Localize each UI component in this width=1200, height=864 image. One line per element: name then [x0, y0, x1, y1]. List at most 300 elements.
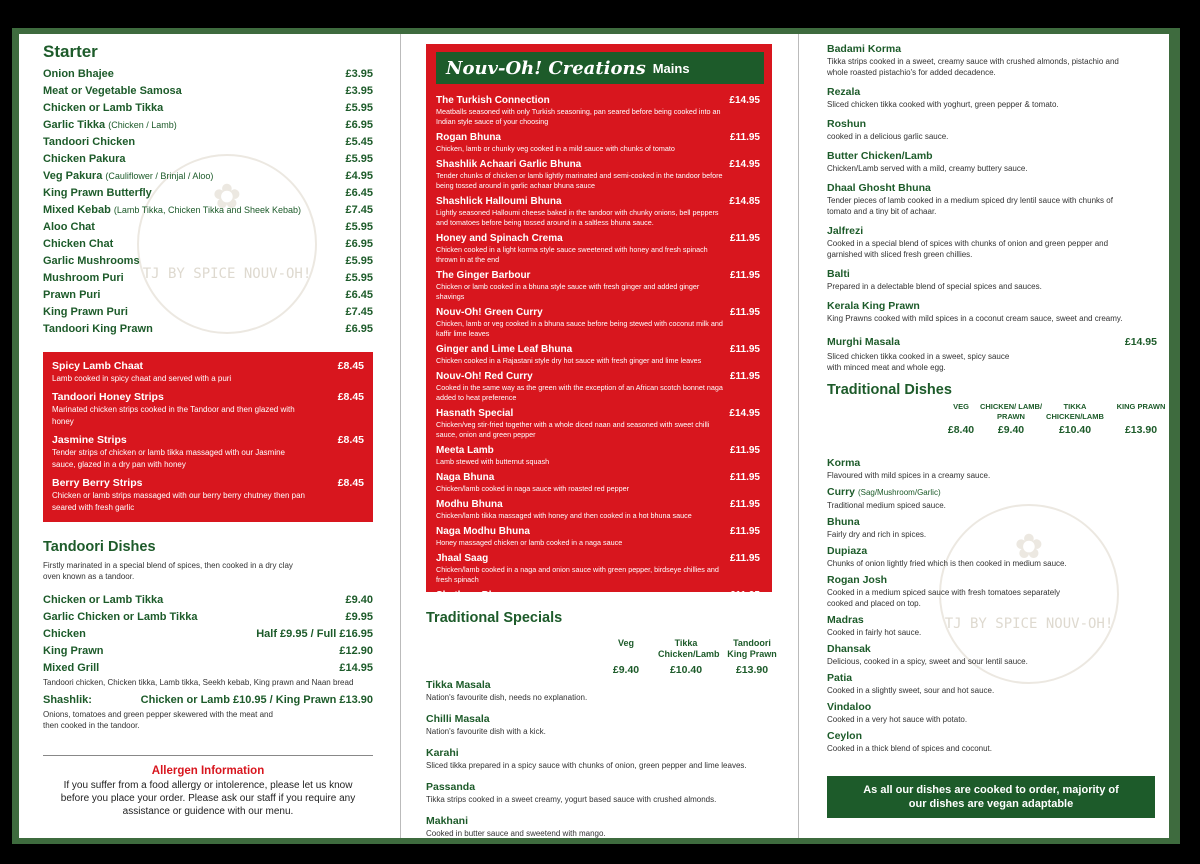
special-item [52, 477, 364, 514]
starter-item [43, 117, 373, 134]
creation-item [436, 589, 760, 612]
trad-specials-item-name: Chilli Masala [426, 713, 490, 725]
starter-item [43, 236, 373, 253]
special-item [52, 360, 364, 385]
special-item-row [52, 391, 364, 404]
starter-item-name-wrap [43, 287, 100, 304]
trad-dishes-item [827, 642, 1157, 667]
mixed-grill-desc: Tandoori chicken, Chicken tikka, Lamb tikka, Seekh kebab, King prawn and Naan bread [43, 678, 354, 687]
creation-item-name: The Turkish Connection [436, 95, 550, 106]
dish-item [827, 181, 1157, 217]
starter-item-name: Onion Bhajee [43, 68, 114, 80]
trad-specials-item-desc: Cooked in butter sauce and sweetend with mango. [426, 829, 606, 838]
starter-item [43, 304, 373, 321]
creation-item-name: Nouv-Oh! Green Curry [436, 307, 543, 318]
trad-dishes-col-label: TIKKA CHICKEN/LAMB [1046, 402, 1104, 421]
trad-dishes-item [827, 573, 1157, 609]
murghi-price: £14.95 [1124, 336, 1157, 348]
starter-item-name: Meat or Vegetable Samosa [43, 85, 182, 97]
dish-item [827, 85, 1157, 110]
starter-item [43, 321, 373, 338]
creation-item [436, 195, 760, 228]
starter-item-note: (Cauliflower / Brinjal / Aloo) [105, 171, 214, 181]
trad-dishes-item-desc: Flavoured with mild spices in a creamy sauce. [827, 471, 991, 480]
shashlik-row [43, 692, 373, 709]
trad-dishes-item [827, 515, 1157, 540]
tandoori-item [43, 626, 373, 643]
trad-specials-heading: Traditional Specials [426, 610, 563, 626]
creation-item [436, 525, 760, 548]
allergen-title: Allergen Information [151, 765, 265, 777]
dish-item-desc: Chicken/Lamb served with a mild, creamy buttery sauce. [827, 164, 1028, 173]
creations-box [426, 44, 772, 611]
starter-item-name: King Prawn Puri [43, 306, 128, 318]
trad-specials-col-label: Tikka Chicken/Lamb [658, 638, 720, 659]
dish-item-name: Kerala King Prawn [827, 300, 920, 312]
trad-dishes-item-name-wrap [827, 613, 1157, 627]
tandoori-intro: Firstly marinated in a special blend of spices, then cooked in a dry clay oven known as a tandoor. [43, 561, 293, 581]
trad-specials-item [426, 746, 772, 771]
creation-item-row [436, 306, 760, 319]
tandoori-item-price: £9.40 [345, 594, 373, 606]
creation-item-row [436, 131, 760, 144]
trad-dishes-item-desc: Chunks of onion lightly fried which is then cooked in medium sauce. [827, 559, 1067, 568]
murghi-block [827, 334, 1157, 373]
starter-item-price: £6.45 [345, 187, 373, 199]
special-item-row [52, 434, 364, 447]
starter-item-name: Tandoori King Prawn [43, 323, 153, 335]
trad-dishes-item-desc: Cooked in a medium spiced sauce with fresh tomatoes separately cooked and placed on top. [827, 588, 1061, 608]
creation-item-desc: Chicken cooked in a light korma style sauce sweetened with honey and fresh spinach thrown in at the end [436, 245, 708, 264]
creation-item-price: £11.95 [729, 499, 760, 510]
creation-item-row [436, 370, 760, 383]
creation-item [436, 498, 760, 521]
tandoori-item-price: Half £9.95 / Full £16.95 [256, 628, 373, 640]
starter-item-name: Garlic Tikka [43, 119, 106, 131]
trad-dishes-item [827, 671, 1157, 696]
starter-item-price: £6.95 [345, 119, 373, 131]
starter-item [43, 287, 373, 304]
tandoori-item [43, 592, 373, 609]
starter-item [43, 100, 373, 117]
starter-item [43, 202, 373, 219]
special-item-name: Spicy Lamb Chaat [52, 360, 144, 372]
creation-item-desc: Chicken, lamb or veg cooked in a bhuna sauce before being stewed with coconut milk and kaffir lime leaves [436, 319, 723, 338]
trad-dishes-item [827, 700, 1157, 725]
trad-dishes-item-name-wrap [827, 544, 1157, 558]
creation-item-price: £14.85 [729, 196, 760, 207]
dish-item-desc: cooked in a delicious garlic sauce. [827, 132, 949, 141]
trad-dishes-col-price: £10.40 [1058, 424, 1092, 436]
dish-item [827, 299, 1157, 324]
creation-item-price: £14.95 [729, 159, 760, 170]
column-left [43, 34, 373, 817]
tandoori-item [43, 643, 373, 660]
starter-item-name-wrap [43, 236, 113, 253]
allergen-section [43, 765, 373, 818]
creation-item-row [436, 589, 760, 602]
starter-item-name: Mixed Kebab [43, 204, 111, 216]
trad-specials-col-price: £13.90 [735, 664, 769, 676]
trad-dishes-item-desc: Cooked in a slightly sweet, sour and hot sauce. [827, 686, 995, 695]
dish-item [827, 224, 1157, 260]
creation-item-row [436, 552, 760, 565]
trad-dishes-item-desc: Fairly dry and rich in spices. [827, 530, 927, 539]
starter-item-price: £5.95 [345, 102, 373, 114]
creation-item-desc: Honey massaged chicken or lamb cooked in a naga sauce [436, 538, 623, 547]
tandoori-heading: Tandoori Dishes [43, 539, 156, 555]
shashlik-price: Chicken or Lamb £10.95 / King Prawn £13.90 [140, 694, 373, 706]
creation-item-desc: Chicken/lamb cooked in a naga and onion sauce with green pepper, birdseye chillies and fresh spinach [436, 565, 719, 584]
starter-heading: Starter [43, 42, 98, 61]
trad-dishes-item [827, 456, 1157, 481]
trad-specials-section [426, 610, 777, 848]
creation-item-name: Rogan Bhuna [436, 132, 501, 143]
starter-item-name-wrap [43, 270, 124, 287]
menu-page [19, 34, 1169, 838]
starter-item-price: £4.95 [345, 170, 373, 182]
starter-item-price: £7.45 [345, 204, 373, 216]
trad-specials-col-label: Veg [617, 638, 634, 648]
trad-dishes-col-label: KING PRAWN [1116, 402, 1166, 411]
starter-item [43, 134, 373, 151]
starter-item-name-wrap [43, 304, 128, 321]
trad-dishes-heading: Traditional Dishes [827, 382, 952, 398]
tandoori-item-price: £14.95 [339, 662, 373, 674]
creation-item-row [436, 407, 760, 420]
dish-item-name: Roshun [827, 118, 867, 130]
special-item-price: £8.45 [337, 477, 364, 489]
starter-item-price: £3.95 [345, 85, 373, 97]
starter-item [43, 185, 373, 202]
creation-item-price: £11.95 [729, 233, 760, 244]
dish-item-desc: Sliced chicken tikka cooked with yoghurt, green pepper & tomato. [827, 100, 1059, 109]
trad-dishes-col-price: £13.90 [1124, 424, 1158, 436]
special-item-price: £8.45 [337, 434, 364, 446]
trad-specials-item [426, 780, 772, 805]
tandoori-item-price: £9.95 [345, 611, 373, 623]
tandoori-item-price: £12.90 [339, 645, 373, 657]
trad-dishes-item-desc: Cooked in a thick blend of spices and coconut. [827, 744, 992, 753]
creation-item-price: £11.95 [729, 132, 760, 143]
creation-item-price: £11.95 [729, 590, 760, 601]
trad-dishes-item-name: Bhuna [827, 516, 860, 528]
trad-specials-item-desc: Sliced tikka prepared in a spicy sauce with chunks of onion, green pepper and lime leaves. [426, 761, 747, 770]
dish-item [827, 117, 1157, 142]
starter-item [43, 219, 373, 236]
creation-item-name: Hasnath Special [436, 408, 514, 419]
creation-item-name: Jhaal Saag [436, 553, 489, 564]
creation-item-desc: Meatballs seasoned with only Turkish seasoning, pan seared before being cooked into an Indian style sauce of your choosing [436, 107, 721, 126]
trad-specials-col-price: £10.40 [669, 664, 703, 676]
creation-item-row [436, 343, 760, 356]
trad-specials-item [426, 712, 772, 737]
tandoori-item-name: Mixed Grill [43, 662, 100, 674]
watermark-logo-right: ✿ TJ BY SPICE NOUV-OH! [939, 504, 1119, 684]
trad-dishes-col [979, 402, 1043, 436]
creation-item-price: £11.95 [729, 526, 760, 537]
creation-item [436, 343, 760, 366]
starter-item-price: £6.95 [345, 238, 373, 250]
vegan-note: As all our dishes are cooked to order, majority of our dishes are vegan adaptable [863, 784, 1119, 810]
starter-item-name-wrap [43, 117, 177, 134]
creation-item [436, 158, 760, 191]
trad-dishes-item-name: Korma [827, 457, 861, 469]
starter-item [43, 66, 373, 83]
trad-specials-col [598, 638, 654, 676]
creation-item-desc: Chicken/lamb cooked in naga sauce with roasted red pepper [436, 484, 629, 493]
trad-dishes-item-name-wrap [827, 515, 1157, 529]
watermark-logo-left: ✿ TJ BY SPICE NOUV-OH! [137, 154, 317, 334]
trad-specials-item-name: Tikka Masala [426, 679, 491, 691]
trad-dishes-item-name: Rogan Josh [827, 574, 888, 586]
special-item-desc: Lamb cooked in spicy chaat and served with a puri [52, 374, 232, 383]
trad-dishes-col [1109, 402, 1173, 436]
starter-item-name-wrap [43, 168, 213, 185]
creation-item-desc: Lamb stewed with butternut squash [436, 457, 550, 466]
starter-item-name-wrap [43, 151, 126, 168]
creation-item-name: Shashlik Achaari Garlic Bhuna [436, 159, 582, 170]
trad-dishes-item-name-wrap [827, 573, 1157, 587]
creation-item-desc: Chicken/lamb tikka massaged with honey and then cooked in a hot bhuna sauce [436, 511, 692, 520]
trad-dishes-item-desc: Traditional medium spiced sauce. [827, 501, 946, 510]
special-item-row [52, 360, 364, 373]
starter-item [43, 270, 373, 287]
tandoori-item-name: King Prawn [43, 645, 104, 657]
creations-subtitle: Mains [652, 60, 690, 76]
creation-item-desc: Chicken/Lamb, traditional north Bangladeshi dish cooked with a regional citrus fruit [436, 602, 699, 611]
trad-specials-col [658, 638, 720, 676]
dish-item-name: Jalfrezi [827, 225, 864, 237]
creation-item-name: Nouv-Oh! Red Curry [436, 371, 533, 382]
starter-item-price: £5.95 [345, 153, 373, 165]
trad-dishes-item-desc: Cooked in a very hot sauce with potato. [827, 715, 968, 724]
creation-item-price: £11.95 [729, 307, 760, 318]
trad-dishes-item-name-wrap [827, 456, 1157, 470]
murghi-row [827, 334, 1157, 351]
special-item [52, 434, 364, 471]
trad-dishes-col-price: £9.40 [997, 424, 1025, 436]
creation-item [436, 552, 760, 585]
special-item-name: Berry Berry Strips [52, 477, 143, 489]
trad-dishes-col [1043, 402, 1107, 436]
dish-item-name: Rezala [827, 86, 861, 98]
tandoori-section [43, 539, 373, 731]
starter-item-price: £6.95 [345, 323, 373, 335]
trad-specials-item [426, 678, 772, 703]
trad-specials-col-label: Tandoori King Prawn [727, 638, 777, 659]
creation-item-desc: Chicken/veg stir-fried together with a whole diced naan and seasoned with sweet chilli sauce, onion and green pepper [436, 420, 710, 439]
starter-item-name: Veg Pakura [43, 170, 103, 182]
special-item-desc: Tender strips of chicken or lamb tikka massaged with our Jasmine sauce, glazed in a dry pan with honey [52, 448, 285, 469]
creation-item-price: £14.95 [729, 95, 760, 106]
starter-item-name: Chicken Chat [43, 238, 114, 250]
tandoori-item-name: Chicken [43, 628, 86, 640]
starter-item [43, 168, 373, 185]
starter-item-price: £5.95 [345, 272, 373, 284]
creation-item-row [436, 158, 760, 171]
special-item-name: Jasmine Strips [52, 434, 127, 446]
column-divider-left [400, 34, 401, 838]
trad-specials-col-price: £9.40 [612, 664, 640, 676]
starter-item-name: Garlic Mushrooms [43, 255, 140, 267]
trad-dishes-item [827, 613, 1157, 638]
creations-title: Nouv-Oh! Creations [446, 57, 646, 79]
dish-item [827, 42, 1157, 78]
trad-dishes-col-label: CHICKEN/ LAMB/ PRAWN [979, 402, 1043, 421]
creation-item [436, 306, 760, 339]
dish-item-name: Dhaal Ghosht Bhuna [827, 182, 931, 194]
creation-item [436, 444, 760, 467]
creation-item-name: Shashlick Halloumi Bhuna [436, 196, 562, 207]
creation-item-desc: Tender chunks of chicken or lamb lightly marinated and semi-cooked in the tandoor before being tossed around in garlic achaar bhuna sauce [436, 171, 723, 190]
creation-item [436, 471, 760, 494]
trad-dishes-item [827, 544, 1157, 569]
starter-item-note: (Chicken / Lamb) [108, 120, 177, 130]
starter-item-name: Prawn Puri [43, 289, 101, 301]
starter-item-price: £7.45 [345, 306, 373, 318]
creation-item-desc: Chicken, lamb or chunky veg cooked in a mild sauce with chunks of tomato [436, 144, 675, 153]
trad-specials-item-desc: Nation's favourite dish, needs no explanation. [426, 693, 588, 702]
starter-item-name-wrap [43, 100, 163, 117]
dish-item-desc: Cooked in a special blend of spices with chunks of onion and green pepper and garnished with sliced fresh green chillies. [827, 239, 1109, 259]
starter-item-name-wrap [43, 253, 140, 270]
starter-item-price: £6.45 [345, 289, 373, 301]
trad-specials-item-name: Makhani [426, 815, 469, 827]
vegan-note-box [827, 776, 1155, 818]
tandoori-item [43, 660, 373, 677]
starter-item-name-wrap [43, 321, 153, 338]
trad-specials-item-desc: Nation's favourite dish with a kick. [426, 727, 546, 736]
special-item [52, 391, 364, 428]
trad-dishes-item-name: Patia [827, 672, 853, 684]
starter-item-name-wrap [43, 83, 182, 100]
shashlik-name: Shashlik: [43, 694, 92, 706]
starter-item-name: Chicken Pakura [43, 153, 126, 165]
dish-item-desc: King Prawns cooked with mild spices in a coconut cream sauce, sweet and creamy. [827, 314, 1123, 323]
trad-dishes-item-name-wrap [827, 700, 1157, 714]
column-divider-right [798, 34, 799, 838]
creation-item-name: Shatkora Bhuna [436, 590, 513, 601]
trad-specials-item-name: Karahi [426, 747, 459, 759]
specials-box [43, 352, 373, 522]
creation-item [436, 131, 760, 154]
trad-dishes-item-desc: Cooked in fairly hot sauce. [827, 628, 922, 637]
creation-item-row [436, 232, 760, 245]
creation-item [436, 407, 760, 440]
starter-item-name-wrap [43, 202, 301, 219]
trad-dishes-section [827, 382, 1166, 758]
tandoori-item-name: Chicken or Lamb Tikka [43, 594, 164, 606]
creation-item-price: £11.95 [729, 445, 760, 456]
creation-item-name: Meeta Lamb [436, 445, 494, 456]
creation-item-row [436, 94, 760, 107]
starter-item [43, 83, 373, 100]
trad-specials-item-name: Passanda [426, 781, 476, 793]
creation-item-row [436, 269, 760, 282]
creation-item-desc: Cooked in the same way as the green with the exception of an African scotch bonnet naga added to heat preference [436, 383, 723, 402]
creation-item-price: £11.95 [729, 270, 760, 281]
starter-item-name: Aloo Chat [43, 221, 95, 233]
creation-item-name: The Ginger Barbour [436, 270, 531, 281]
trad-dishes-item-note: (Sag/Mushroom/Garlic) [857, 488, 941, 497]
trad-dishes-item-name: Dupiaza [827, 545, 868, 557]
tandoori-item [43, 609, 373, 626]
creation-item [436, 94, 760, 127]
starter-item-name-wrap [43, 185, 152, 202]
creation-item-price: £11.95 [729, 553, 760, 564]
creation-item-price: £11.95 [729, 344, 760, 355]
special-item-price: £8.45 [337, 360, 364, 372]
creation-item-desc: Chicken or lamb cooked in a bhuna style sauce with fresh ginger and added ginger shavings [436, 282, 700, 301]
dish-item-desc: Tender pieces of lamb cooked in a medium spiced dry lentil sauce with chunks of tomato and a tiny bit of achaar. [827, 196, 1113, 216]
creations-banner [436, 52, 764, 84]
creation-item [436, 232, 760, 265]
creation-item-row [436, 444, 760, 457]
starter-item-name-wrap [43, 134, 135, 151]
creation-item-price: £11.95 [729, 472, 760, 483]
starter-item-name: King Prawn Butterfly [43, 187, 152, 199]
murghi-desc: Sliced chicken tikka cooked in a sweet, spicy sauce with minced meat and whole egg. [827, 352, 1010, 372]
starter-item [43, 253, 373, 270]
starter-list [43, 66, 373, 338]
dish-item-name: Badami Korma [827, 43, 902, 55]
special-item-name: Tandoori Honey Strips [52, 391, 164, 403]
allergen-divider [43, 755, 373, 756]
creation-item-row [436, 195, 760, 208]
trad-dishes-item-name: Curry [827, 486, 856, 498]
trad-dishes-item-name-wrap [827, 642, 1157, 656]
trad-dishes-item-name-wrap [827, 485, 1157, 500]
dish-item [827, 149, 1157, 174]
trad-dishes-col-price: £8.40 [947, 424, 975, 436]
trad-specials-item [426, 814, 772, 839]
creation-item-desc: Chicken cooked in a Rajastani style dry hot sauce with fresh ginger and lime leaves [436, 356, 702, 365]
dish-item-desc: Tikka strips cooked in a sweet, creamy sauce with crushed almonds, pistachio and whole roasted pistachio's for added decadence. [827, 57, 1119, 77]
starter-item-name-wrap [43, 219, 95, 236]
dish-item [827, 267, 1157, 292]
creation-item [436, 269, 760, 302]
trad-specials-col [724, 638, 780, 676]
creation-item-desc: Lightly seasoned Halloumi cheese baked in the tandoor with chunky onions, bell peppers and tomatoes before being tossed around in a saltless bhuna sauce. [436, 208, 719, 227]
creation-item [436, 370, 760, 403]
special-item-price: £8.45 [337, 391, 364, 403]
starter-item-price: £3.95 [345, 68, 373, 80]
creation-item-price: £11.95 [729, 371, 760, 382]
starter-item-name: Chicken or Lamb Tikka [43, 102, 164, 114]
creation-item-name: Honey and Spinach Crema [436, 233, 563, 244]
trad-specials-item-desc: Tikka strips cooked in a sweet creamy, yogurt based sauce with crushed almonds. [426, 795, 717, 804]
allergen-text: If you suffer from a food allergy or intolerence, please let us know before you place your order. Please ask our staff if you require any assistance or guidence with our menu. [60, 780, 356, 817]
special-item-row [52, 477, 364, 490]
creation-item-name: Naga Modhu Bhuna [436, 526, 530, 537]
trad-dishes-item [827, 485, 1157, 511]
special-item-desc: Chicken or lamb strips massaged with our berry berry chutney then pan seared with fresh garlic [52, 491, 306, 512]
trad-dishes-item-desc: Delicious, cooked in a spicy, sweet and sour lentil sauce. [827, 657, 1028, 666]
creation-item-name: Naga Bhuna [436, 472, 495, 483]
dish-item-name: Balti [827, 268, 850, 280]
creation-item-row [436, 525, 760, 538]
trad-dishes-item-name-wrap [827, 729, 1157, 743]
creation-item-name: Modhu Bhuna [436, 499, 503, 510]
starter-item-name-wrap [43, 66, 114, 83]
starter-item-name: Tandoori Chicken [43, 136, 136, 148]
trad-dishes-item-name: Ceylon [827, 730, 863, 742]
starter-item-price: £5.95 [345, 221, 373, 233]
trad-dishes-col-label: VEG [953, 402, 969, 411]
starter-item-price: £5.95 [345, 255, 373, 267]
creation-item-row [436, 498, 760, 511]
